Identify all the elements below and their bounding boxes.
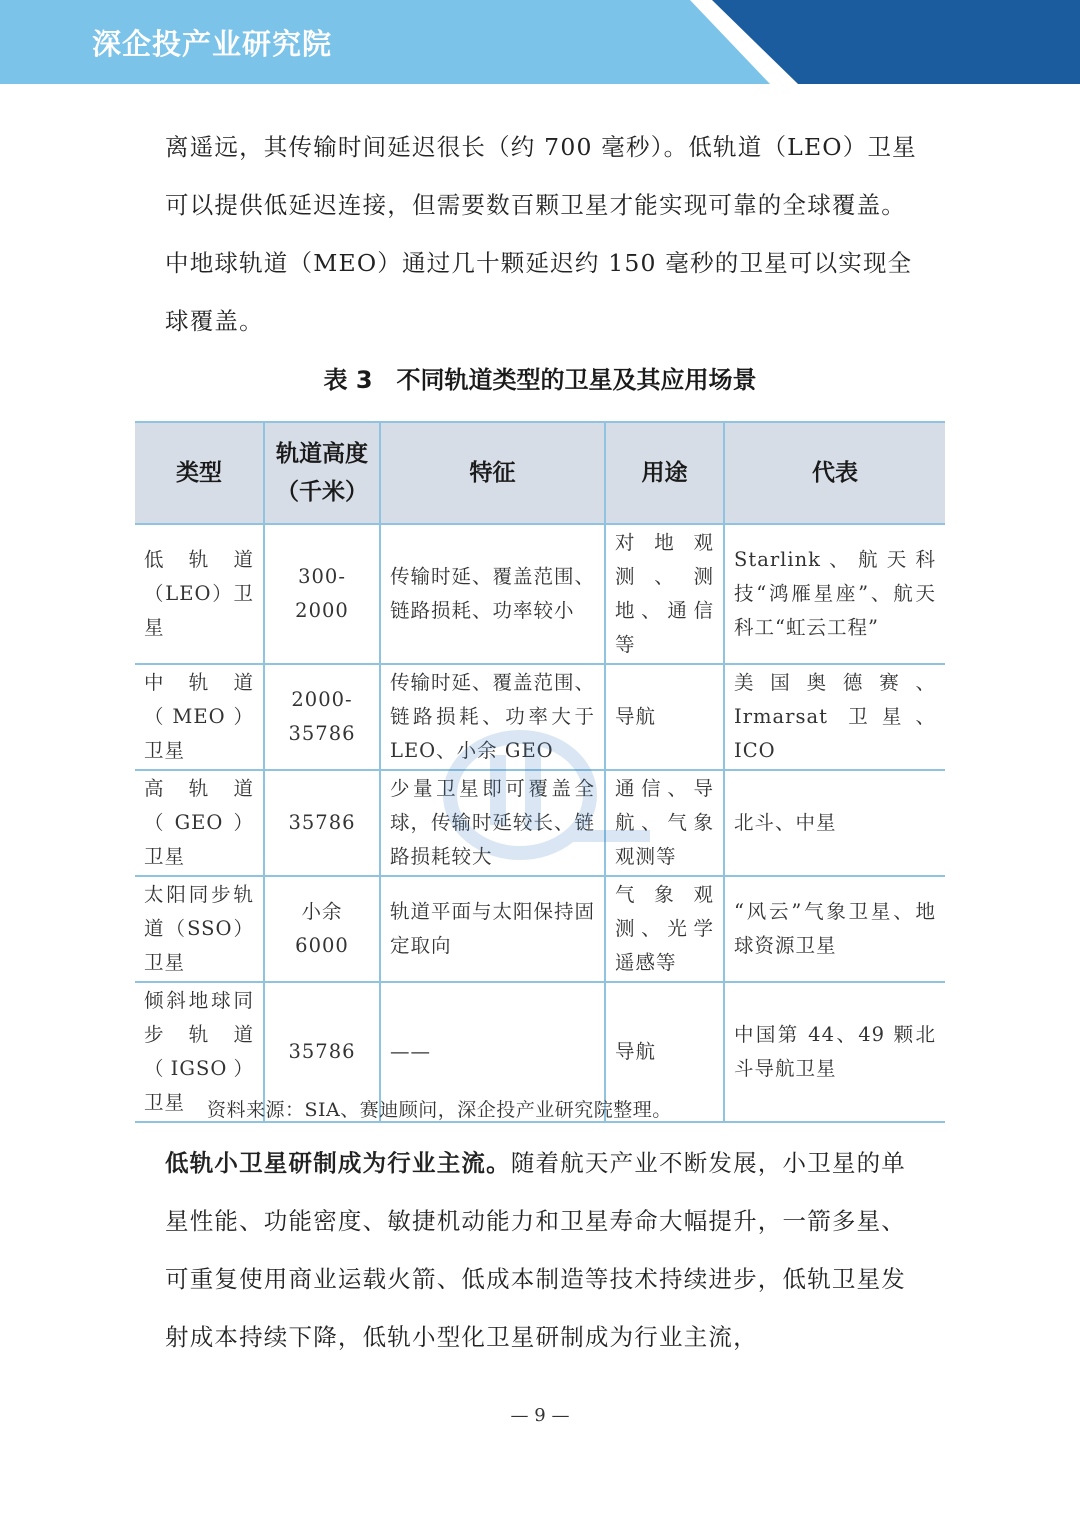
- cell-altitude: 小余 6000: [264, 876, 380, 982]
- cell-type: 低轨道（LEO）卫星: [135, 524, 264, 664]
- cell-altitude: 300-2000: [264, 524, 380, 664]
- cell-representative: 美国奥德赛、Irmarsat 卫星、ICO: [724, 664, 945, 770]
- header-feature: 特征: [380, 422, 605, 524]
- table-caption: 表 3 不同轨道类型的卫星及其应用场景: [323, 366, 757, 394]
- cell-feature: 传输时延、覆盖范围、链路损耗、功率大于 LEO、小余 GEO: [380, 664, 605, 770]
- cell-usage: 通信、导航、气象观测等: [605, 770, 724, 876]
- cell-type: 高轨道（GEO）卫星: [135, 770, 264, 876]
- intro-paragraph: 离遥远，其传输时间延迟很长（约 700 毫秒）。低轨道（LEO）卫星可以提供低延迟连接，但需要数百颗卫星才能实现可靠的全球覆盖。中地球轨道（MEO）通过几十颗延迟约 150 毫秒的卫星可以实现全球覆盖。: [165, 133, 917, 335]
- table-source: 资料来源：SIA、赛迪顾问，深企投产业研究院整理。: [207, 1099, 672, 1121]
- cell-feature: 传输时延、覆盖范围、链路损耗、功率较小: [380, 524, 605, 664]
- header-altitude: 轨道高度（千米）: [264, 422, 380, 524]
- cell-type: 中轨道（MEO）卫星: [135, 664, 264, 770]
- org-name: 深企投产业研究院: [92, 27, 333, 61]
- cell-usage: 导航: [605, 664, 724, 770]
- body-paragraph: [165, 1134, 917, 1366]
- cell-representative: 中国第 44、49 颗北斗导航卫星: [724, 982, 945, 1122]
- cell-usage: 导航: [605, 982, 724, 1122]
- cell-altitude: 35786: [264, 770, 380, 876]
- cell-type: 太阳同步轨道（SSO）卫星: [135, 876, 264, 982]
- cell-representative: “风云”气象卫星、地球资源卫星: [724, 876, 945, 982]
- cell-usage: 对地观测、测地、通信等: [605, 524, 724, 664]
- page-header: [0, 0, 1080, 84]
- cell-type: 倾斜地球同步轨道（IGSO）卫星: [135, 982, 264, 1122]
- cell-representative: 北斗、中星: [724, 770, 945, 876]
- cell-representative: Starlink、航天科技“鸿雁星座”、航天科工“虹云工程”: [724, 524, 945, 664]
- cell-feature: 少量卫星即可覆盖全球，传输时延较长、链路损耗较大: [380, 770, 605, 876]
- table-header-row: [135, 422, 945, 524]
- table-row: [135, 876, 945, 982]
- cell-usage: 气象观测、光学遥感等: [605, 876, 724, 982]
- page-number: — 9 —: [510, 1405, 570, 1426]
- cell-altitude: 35786: [264, 982, 380, 1122]
- paragraph-lead: 低轨小卫星研制成为行业主流。: [165, 1149, 511, 1177]
- table-row: [135, 524, 945, 664]
- table-row: [135, 664, 945, 770]
- cell-feature: 轨道平面与太阳保持固定取向: [380, 876, 605, 982]
- table-row: [135, 770, 945, 876]
- cell-altitude: 2000-35786: [264, 664, 380, 770]
- header-type: 类型: [135, 422, 264, 524]
- paragraph-text: 随着航天产业不断发展，小卫星的单星性能、功能密度、敏捷机动能力和卫星寿命大幅提升，一箭多星、可重复使用商业运载火箭、低成本制造等技术持续进步，低轨卫星发射成本持续下降，低轨小型化卫星研制成为行业主流，: [165, 1149, 907, 1351]
- header-representative: 代表: [724, 422, 945, 524]
- satellite-orbit-table: [135, 421, 945, 1123]
- header-usage: 用途: [605, 422, 724, 524]
- cell-feature: ——: [380, 982, 605, 1122]
